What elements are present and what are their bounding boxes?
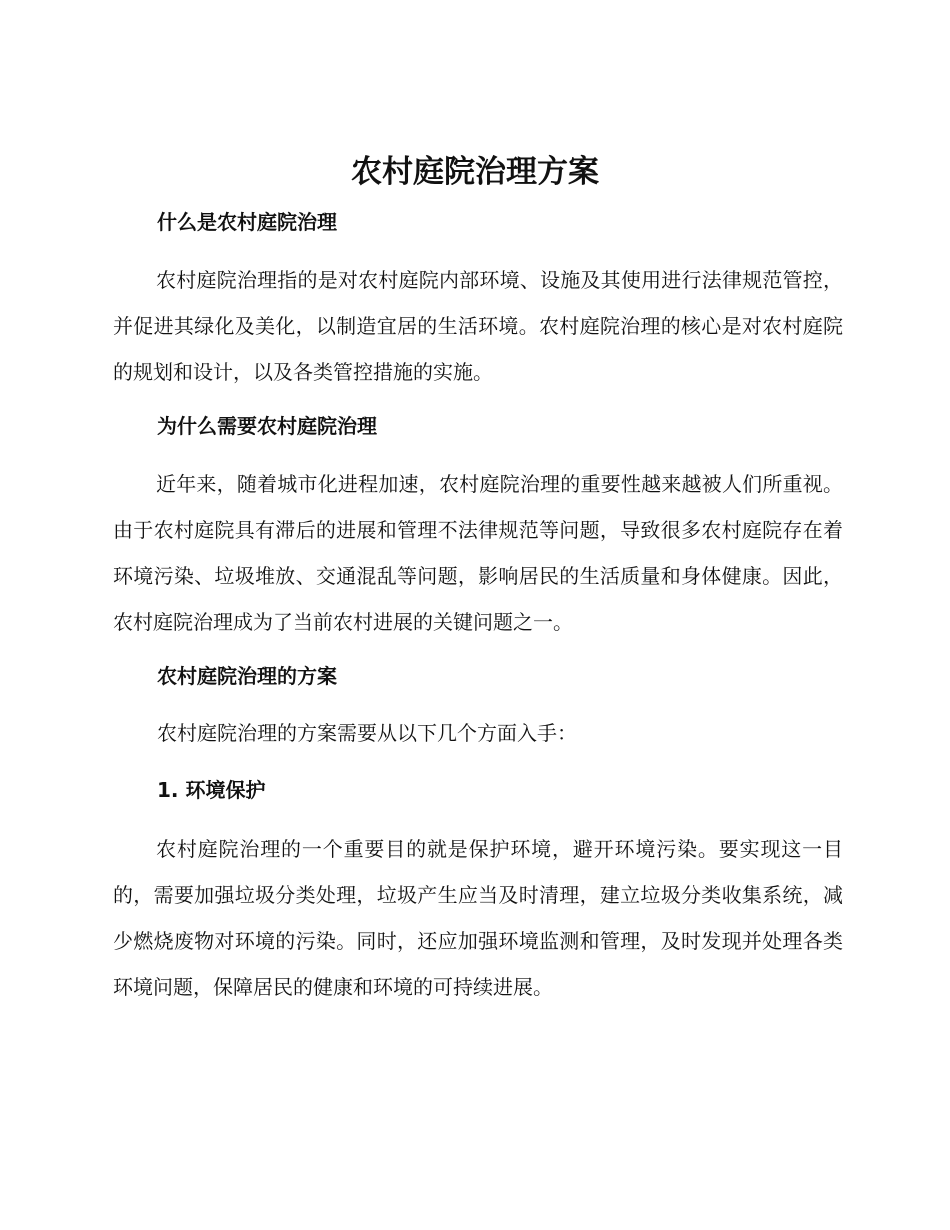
section-heading-plan: 农村庭院治理的方案 [157,664,337,688]
section-paragraph-plan: 农村庭院治理的方案需要从以下几个方面入手： [157,721,577,745]
section-paragraph-why: 近年来，随着城市化进程加速，农村庭院治理的重要性越来越被人们所重视。由于农村庭院具有滞后的进展和管理不法律规范等问题，导致很多农村庭院存在着环境污染、垃圾堆放、交通混乱等问题，影响居民的生活质量和身体健康。因此，农村庭院治理成为了当前农村进展的关键问题之一。 [113,472,843,634]
section-paragraph-what: 农村庭院治理指的是对农村庭院内部环境、设施及其使用进行法律规范管控，并促进其绿化及美化，以制造宜居的生活环境。农村庭院治理的核心是对农村庭院的规划和设计，以及各类管控措施的实施。 [113,268,843,384]
document-title: 农村庭院治理方案 [351,154,599,190]
section-heading-environment: 1. 环境保护 [157,778,266,802]
section-heading-why: 为什么需要农村庭院治理 [157,414,377,438]
section-heading-what: 什么是农村庭院治理 [157,210,337,234]
section-paragraph-environment: 农村庭院治理的一个重要目的就是保护环境，避开环境污染。要实现这一目的，需要加强垃圾分类处理，垃圾产生应当及时清理，建立垃圾分类收集系统，减少燃烧废物对环境的污染。同时，还应加强环境监测和管理，及时发现并处理各类环境问题，保障居民的健康和环境的可持续进展。 [113,837,843,999]
